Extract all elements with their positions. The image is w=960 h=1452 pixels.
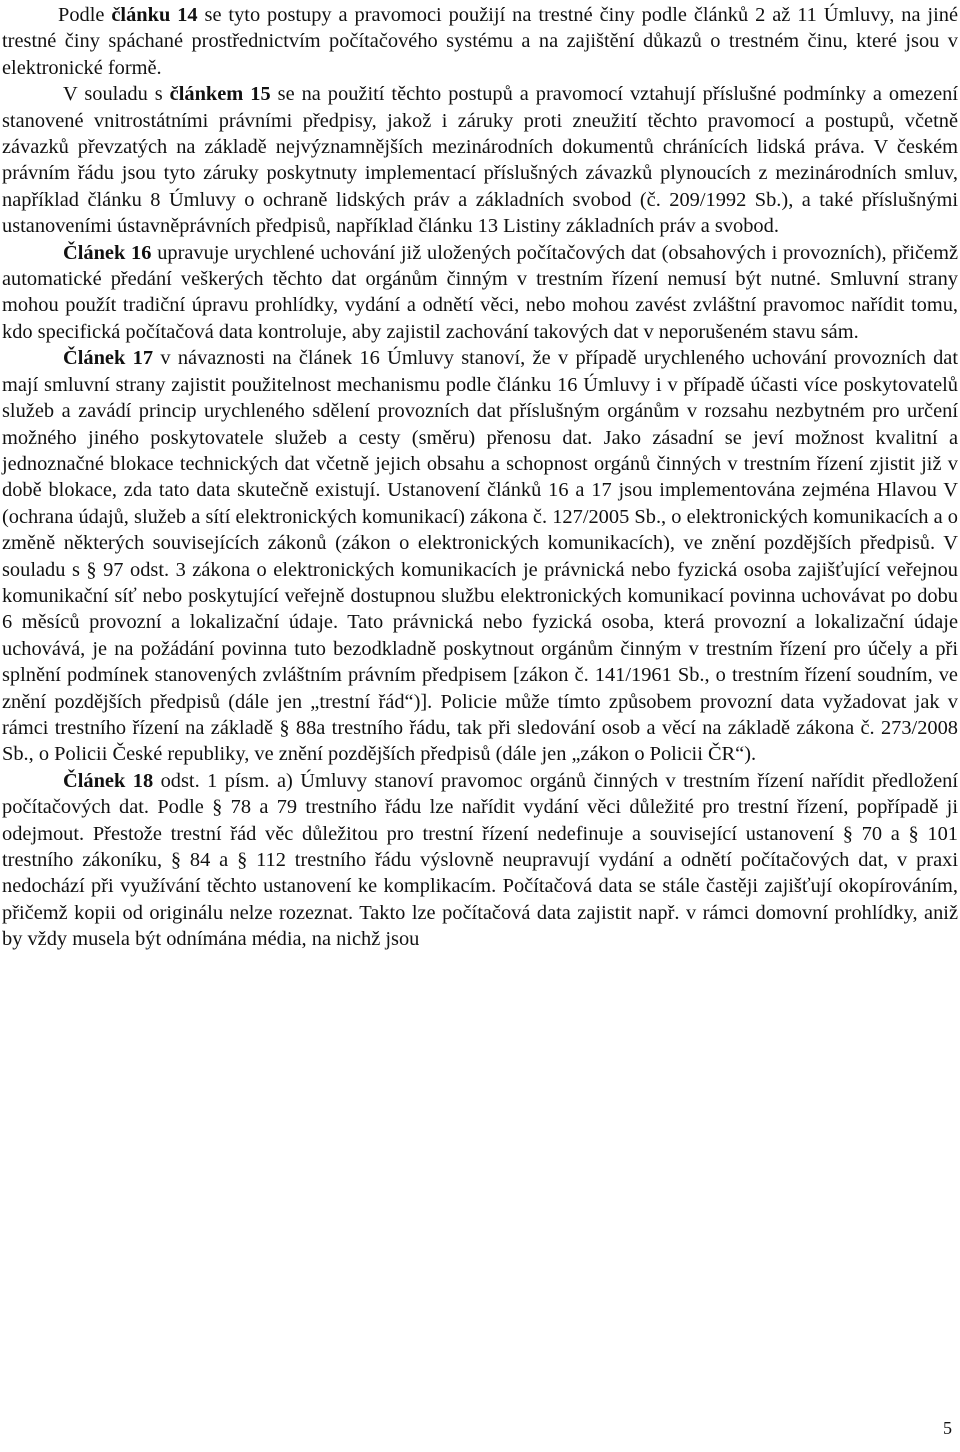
paragraph-article-15: [2, 81, 958, 239]
bold-article-reference: článkem 15: [169, 83, 271, 106]
text-segment: se na použití těchto postupů a pravomocí vztahují příslušné podmínky a omezení stanovené vnitrostátními právními předpisy, jakož i záruky proti zneužití těchto pravomocí a postupů, včetně závazků převzatých na základě nejvýznamnějších mezinárodních dokumentů chránících lidská práva. V českém právním řádu jsou tyto záruky poskytnuty implementací příslušných závazků plynoucích z mezinárodních smluv, například článku 8 Úmluvy o ochraně lidských práv a základních svobod (č. 209/1992 Sb.), a také příslušnými ustanoveními ústavněprávních předpisů, například článku 13 Listiny základních práv a svobod.: [2, 83, 958, 238]
bold-article-reference: Článek 16: [63, 241, 152, 264]
text-segment: v návaznosti na článek 16 Úmluvy stanoví, že v případě urychleného uchování provozních dat mají smluvní strany zajistit použitelnost mechanismu podle článku 16 Úmluvy i v případě účasti více poskytovatelů služeb a zavádí princip urychleného sdělení provozních dat příslušným orgánům v rozsahu nezbytném pro určení možného jiného poskytovatele služeb a cesty (směru) přenosu dat. Jako zásadní se jeví možnost kvalitní a jednoznačné blokace technických dat včetně jejich obsahu a schopnost orgánů činných v trestním řízení zjistit již v době blokace, zda tato data skutečně existují. Ustanovení článků 16 a 17 jsou implementována zejména Hlavou V (ochrana údajů, služeb a sítí elektronických komunikací) zákona č. 127/2005 Sb., o elektronických komunikacích a o změně některých souvisejících zákonů (zákon o elektronických komunikacích), ve znění pozdějších předpisů. V souladu s § 97 odst. 3 zákona o elektronických komunikacích je právnická nebo fyzická osoba zajišťující veřejnou komunikační síť nebo poskytující veřejně dostupnou službu elektronických komunikací povinna uchovávat po dobu 6 měsíců provozní a lokalizační údaje. Tato právnická nebo fyzická osoba, která provozní a lokalizační údaje uchovává, je na požádání povinna tuto bezodkladně poskytnout orgánům činným v trestním řízení pro účely a při splnění podmínek stanovených zvláštním právním předpisem [zákon č. 141/1961 Sb., o trestním řízení soudním, ve znění pozdějších předpisů (dále jen „trestní řád“)]. Policie může tímto způsobem provozní data vyžadovat jak v rámci trestního řízení na základě § 88a trestního řádu, tak při sledování osob a věcí na základě zákona č. 273/2008 Sb., o Policii České republiky, ve znění pozdějších předpisů (dále jen „zákon o Policii ČR“).: [2, 347, 958, 766]
paragraph-article-17: [2, 345, 958, 768]
page-number: 5: [943, 1418, 952, 1438]
paragraph-article-18: [2, 768, 958, 953]
text-segment: upravuje urychlené uchování již uložených počítačových dat (obsahových i provozních), přičemž automatické předání veškerých těchto dat orgánům činným v trestním řízení nemusí být nutné. Smluvní strany mohou použít tradiční úpravu prohlídky, vydání a odnětí věci, nebo mohou zavést zvláštní pravomoc nařídit tomu, kdo specifická počítačová data kontroluje, aby zajistil zachování takových dat v neporušeném stavu sám.: [2, 241, 958, 343]
bold-article-reference: článku 14: [111, 4, 198, 26]
bold-article-reference: Článek 18: [63, 769, 154, 792]
text-segment: se tyto postupy a pravomoci použijí na trestné činy podle článků 2 až 11 Úmluvy, na jiné trestné činy spáchané prostřednictvím počítačového systému a na zajištění důkazů o trestném činu, které jsou v elektronické formě.: [2, 4, 959, 79]
text-segment: V souladu s: [63, 83, 170, 106]
text-segment: Podle: [58, 4, 112, 26]
paragraph-article-14: [2, 2, 958, 81]
paragraph-article-16: [2, 240, 958, 346]
bold-article-reference: Článek 17: [63, 347, 154, 370]
text-segment: odst. 1 písm. a) Úmluvy stanoví pravomoc orgánů činných v trestním řízení nařídit předložení počítačových dat. Podle § 78 a 79 trestního řádu lze nařídit vydání věci důležité pro trestní řízení, popřípadě ji odejmout. Přestože trestní řád věc důležitou pro trestní řízení nedefinuje a související ustanovení § 70 a § 101 trestního zákoníku, § 84 a § 112 trestního řádu výslovně neupravují vydání a odnětí počítačových dat, v praxi nedochází při využívání těchto ustanovení ke komplikacím. Počítačová data se stále častěji zajišťují okopírováním, přičemž kopii od originálu nelze rozeznat. Takto lze počítačová data zajistit např. v rámci domovní prohlídky, aniž by vždy musela být odnímána média, na nichž jsou: [2, 769, 958, 951]
